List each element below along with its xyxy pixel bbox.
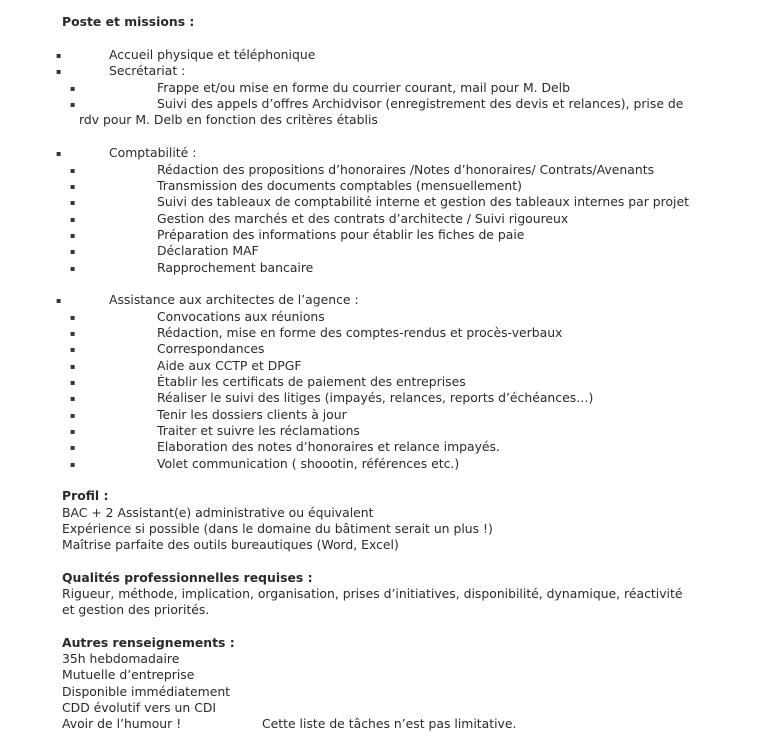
comptabilite-item: Préparation des informations pour établir les fiches de paie — [157, 227, 525, 242]
secretariat-item: Suivi des appels d’offres Archidvisor (enregistrement des devis et relances), prise de — [157, 96, 684, 111]
assistance-item: Volet communication ( shoootin, références etc.) — [157, 456, 460, 471]
autres-line: CDD évolutif vers un CDI — [62, 700, 217, 715]
profil-line: BAC + 2 Assistant(e) administrative ou équivalent — [62, 505, 374, 520]
section-heading-poste: Poste et missions : — [62, 14, 195, 29]
secretariat-item-continuation: rdv pour M. Delb en fonction des critères établis — [79, 112, 378, 127]
bullet-icon: ▪ — [56, 67, 62, 76]
assistance-item: Rédaction, mise en forme des comptes-rendus et procès-verbaux — [157, 325, 563, 340]
bullet-icon: ▪ — [70, 394, 76, 403]
autres-line: Avoir de l’humour ! — [62, 716, 182, 731]
bullet-icon: ▪ — [70, 84, 76, 93]
list-item-comptabilite: Comptabilité : — [109, 145, 197, 160]
comptabilite-item: Transmission des documents comptables (mensuellement) — [157, 178, 522, 193]
bullet-icon: ▪ — [70, 264, 76, 273]
profil-line: Maîtrise parfaite des outils bureautiques (Word, Excel) — [62, 537, 399, 552]
bullet-icon: ▪ — [70, 460, 76, 469]
bullet-icon: ▪ — [70, 100, 76, 109]
bullet-icon: ▪ — [70, 378, 76, 387]
list-item-secretariat: Secrétariat : — [109, 63, 186, 78]
bullet-icon: ▪ — [70, 166, 76, 175]
bullet-icon: ▪ — [56, 296, 62, 305]
bullet-icon: ▪ — [70, 215, 76, 224]
comptabilite-item: Déclaration MAF — [157, 243, 259, 258]
comptabilite-item: Rédaction des propositions d’honoraires /Notes d’honoraires/ Contrats/Avenants — [157, 162, 655, 177]
assistance-item: Correspondances — [157, 341, 265, 356]
bullet-icon: ▪ — [70, 313, 76, 322]
comptabilite-item: Rapprochement bancaire — [157, 260, 314, 275]
bullet-icon: ▪ — [70, 345, 76, 354]
bullet-icon: ▪ — [56, 51, 62, 60]
qualites-line: et gestion des priorités. — [62, 602, 210, 617]
disclaimer-note: Cette liste de tâches n’est pas limitative. — [262, 716, 517, 731]
assistance-item: Aide aux CCTP et DPGF — [157, 358, 302, 373]
bullet-icon: ▪ — [70, 411, 76, 420]
section-heading-autres: Autres renseignements : — [62, 635, 235, 650]
assistance-item: Établir les certificats de paiement des entreprises — [157, 374, 466, 389]
assistance-item: Convocations aux réunions — [157, 309, 325, 324]
assistance-item: Tenir les dossiers clients à jour — [157, 407, 347, 422]
bullet-icon: ▪ — [70, 198, 76, 207]
section-heading-qualites: Qualités professionnelles requises : — [62, 570, 313, 585]
bullet-icon: ▪ — [70, 247, 76, 256]
bullet-icon: ▪ — [70, 182, 76, 191]
bullet-icon: ▪ — [70, 443, 76, 452]
profil-line: Expérience si possible (dans le domaine du bâtiment serait un plus !) — [62, 521, 493, 536]
comptabilite-item: Gestion des marchés et des contrats d’architecte / Suivi rigoureux — [157, 211, 569, 226]
secretariat-item: Frappe et/ou mise en forme du courrier courant, mail pour M. Delb — [157, 80, 570, 95]
bullet-icon: ▪ — [70, 231, 76, 240]
section-heading-profil: Profil : — [62, 488, 109, 503]
autres-line: 35h hebdomadaire — [62, 651, 180, 666]
qualites-line: Rigueur, méthode, implication, organisation, prises d’initiatives, disponibilité, dynamique, réactivité — [62, 586, 683, 601]
autres-line: Mutuelle d’entreprise — [62, 667, 195, 682]
assistance-item: Réaliser le suivi des litiges (impayés, relances, reports d’échéances…) — [157, 390, 594, 405]
bullet-icon: ▪ — [56, 149, 62, 158]
autres-line: Disponible immédiatement — [62, 684, 231, 699]
assistance-item: Elaboration des notes d’honoraires et relance impayés. — [157, 439, 500, 454]
comptabilite-item: Suivi des tableaux de comptabilité interne et gestion des tableaux internes par projet — [157, 194, 689, 209]
bullet-icon: ▪ — [70, 329, 76, 338]
bullet-icon: ▪ — [70, 362, 76, 371]
list-item-accueil: Accueil physique et téléphonique — [109, 47, 316, 62]
bullet-icon: ▪ — [70, 427, 76, 436]
list-item-assistance: Assistance aux architectes de l’agence : — [109, 292, 359, 307]
assistance-item: Traiter et suivre les réclamations — [157, 423, 360, 438]
